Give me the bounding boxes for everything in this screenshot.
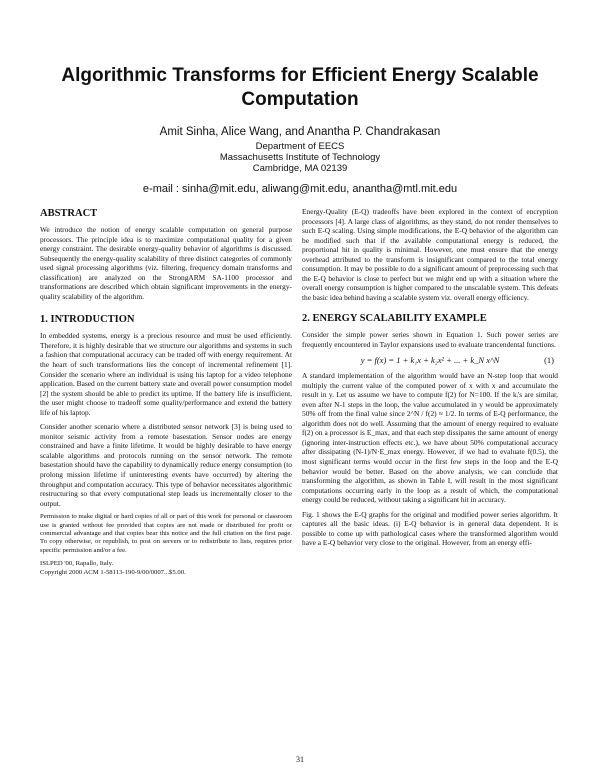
intro-paragraph-2: Consider another scenario where a distributed sensor network [3] is being used to monitor seismic activity from a remote basestation. Sensor nodes are energy constrained and have a finite lifetime. It would be highly desirable to have energy scalable algorithms and protocols running on the sensor network. The remote basestation should have the capability to dynamically reduce energy consumption (to prolong mission lifetime if uninteresting events have occurred) by altering the throughput and computation accuracy. This type of behavior necessitates algorithmic restructuring so that every computational step leads us incrementally closer to the output. [40,422,292,508]
analysis-paragraph: A standard implementation of the algorithm would have an N-step loop that would multiply the current value of the computed power of x with x and accumulate the result in y. Let us assume we have to compute f(2) for N=100. If the kᵢ's are similar, even after N-1 steps in the loop, the value accumulated in y would be approximately 50% off from the final value since 2^N / f(2) ≈ 1/2. In terms of E-Q performance, the algorithm does not do well. Assuming that the amount of energy required to evaluate f(2) on a processor is E_max, and that each step dissipates the same amount of energy (ignoring inter-instruction effects etc.), we have about 50% computational accuracy after dissipating (N-1)/N·E_max energy. However, if we had to evaluate f(0.5), the most significant terms would occur in the first few steps in the loop and the E-Q behavior would be better. Based on the above analysis, we can conclude that transforming the algorithm, as shown in Table I, will result in the most significant computations occurring early in the loop as a result of which, the computational energy could be reduced, without taking a significant hit in accuracy. [302,371,558,505]
conference-line: ISLPED '00, Rapallo, Italy. [40,560,114,568]
equation-1 [302,356,558,366]
page-number: 31 [296,755,304,764]
intro-heading: 1. INTRODUCTION [40,314,135,326]
abstract-heading: ABSTRACT [40,208,98,219]
right-column [302,207,558,553]
affiliation-dept: Department of EECS [255,141,345,152]
equation-number: (1) [544,354,554,365]
paper-title: Algorithmic Transforms for Efficient Energy Scalable Computation [61,65,539,110]
eq-tradeoff-paragraph: Energy-Quality (E-Q) tradeoffs have been explored in the context of encryption processors [4]. A large class of algorithms, as they stand, do not render themselves to such E-Q scaling. Using simple modifications, the E-Q behavior of the algorithm can be modified such that if the available computational energy is reduced, the proportional hit in quality is minimal. However, one must ensure that the energy overhead attributed to the transform is insignificant compared to the total energy consumption. It may be possible to do a significant amount of preprocessing such that the E-Q behavior is close to perfect but we might end up with a situation where the overall energy consumption is higher compared to the unscalable system. This defeats the basic idea behind having a scalable system viz. overall energy efficiency. [302,207,558,302]
affiliation-city: Cambridge, MA 02139 [252,163,348,174]
section-2-heading: 2. ENERGY SCALABILITY EXAMPLE [302,313,487,325]
abstract-text: We introduce the notion of energy scalable computation on general purpose processors. The principle idea is to maximize computational quality for a given energy constraint. The desirable energy-quality behavior of algorithms is discussed. Subsequently the energy-quality scalability of three distinct categories of commonly used signal processing algorithms (viz. filtering, frequency domain transforms and classification) are analyzed on the StrongARM SA-1100 processor and transformations are described which obtain significant improvements in the energy-quality scalability of the algorithm. [40,225,292,301]
affiliation [40,141,560,174]
left-column [40,207,292,577]
equation-body: y = f(x) = 1 + k₁x + k₂x² + ... + k_N x^N [360,354,500,365]
copyright-permission: Permission to make digital or hard copies of all or part of this work for personal or classroom use is granted without fee provided that copies are not made or distributed for profit or commercial advantage and that copies bear this notice and the full citation on the first page. To copy otherwise, or republish, to post on servers or to redistribute to lists, requires prior specific permission and/or a fee. [40,513,292,554]
intro-paragraph-1: In embedded systems, energy is a precious resource and must be used efficiently. Therefore, it is highly desirable that we structure our algorithms and systems in such a fashion that computational accuracy can be traded off with energy requirement. At the heart of such transformations lies the concept of incremental refinement [1]. Consider the scenario where an individual is using his laptop for a video telephone application. Based on the current battery state and overall power consumption model [2] the system should be able to predict its uptime. If the battery life is insufficient, the user might choose to tradeoff some quality/performance and extend the battery life of his laptop. [40,331,292,417]
power-series-intro: Consider the simple power series shown in Equation 1. Such power series are frequently encountered in Taylor expansions used to evaluate trancendental functions. [302,330,558,350]
figure-1-paragraph: Fig. 1 shows the E-Q graphs for the original and modified power series algorithm. It captures all the basic ideas. (i) E-Q behavior is in general data dependent. It is possible to come up with pathological cases where the transformed algorithm would have a E-Q behavior very close to the original. However, from an energy effi- [302,509,558,548]
copyright-line: Copyright 2000 ACM 1-58113-190-9/00/0007...$5.00. [40,568,186,576]
copyright-notice [40,513,292,577]
email-line: e-mail : sinha@mit.edu, aliwang@mit.edu, anantha@mtl.mit.edu [142,183,458,195]
affiliation-institution: Massachusetts Institute of Technology [219,152,381,163]
author-list: Amit Sinha, Alice Wang, and Anantha P. Chandrakasan [159,126,441,138]
